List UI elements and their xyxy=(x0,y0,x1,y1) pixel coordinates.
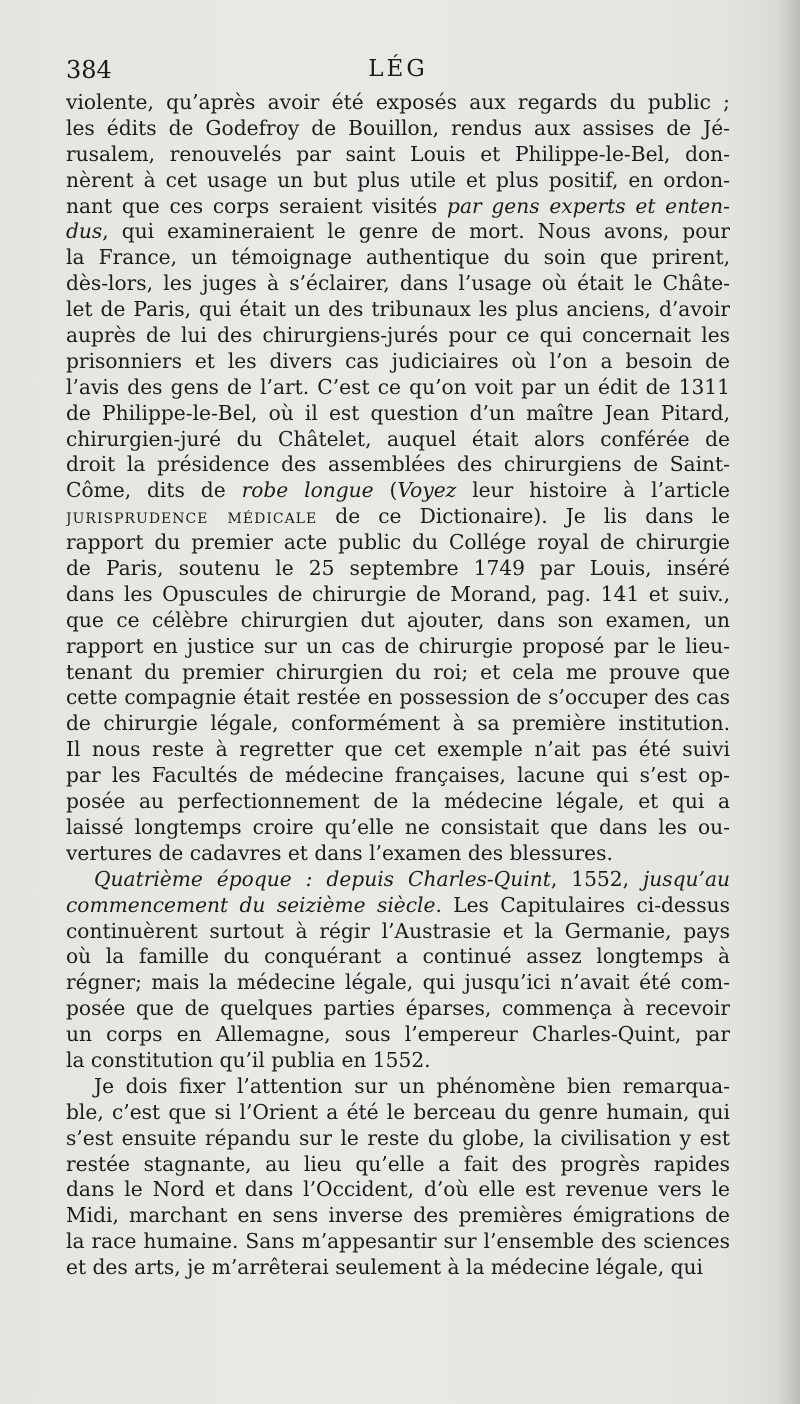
text-segment: dès-lors, les juges à s’éclairer, dans l’usage où était le Châte- xyxy=(66,271,730,296)
text-segment: Je dois fixer l’attention sur un phénomène bien remarqua- xyxy=(94,1073,730,1098)
text-segment: restée stagnante, au lieu qu’elle a fait des progrès rapides xyxy=(66,1151,730,1176)
text-segment: où la famille du conquérant a continué assez longtemps à xyxy=(66,944,730,969)
text-segment: chirurgien-juré du Châtelet, auquel était alors conférée de xyxy=(66,426,730,451)
text-line xyxy=(66,219,730,245)
text-segment: leur histoire à l’article xyxy=(456,478,730,503)
text-line xyxy=(66,142,730,168)
text-line xyxy=(66,815,730,841)
italic-text: robe longue xyxy=(241,478,374,503)
text-segment: nant que ces corps seraient visités xyxy=(66,193,448,218)
text-line xyxy=(66,271,730,297)
text-segment: ( xyxy=(373,478,398,503)
italic-text: par gens experts et enten- xyxy=(447,193,730,218)
text-line xyxy=(66,1126,730,1152)
text-segment: un corps en Allemagne, sous l’empereur Charles-Quint, par xyxy=(66,1022,730,1047)
text-line xyxy=(66,1255,730,1281)
text-segment: par les Facultés de médecine françaises, lacune qui s’est op- xyxy=(66,763,730,788)
page-number: 384 xyxy=(66,56,112,84)
text-segment: prisonniers et les divers cas judiciaires où l’on a besoin de xyxy=(66,348,730,373)
text-segment: Midi, marchant en sens inverse des premières émigrations de xyxy=(66,1203,730,1228)
text-line xyxy=(66,919,730,945)
text-line xyxy=(66,1022,730,1048)
italic-text: commencement du seizième siècle. xyxy=(66,892,442,917)
text-segment: Les Capitulaires ci-dessus xyxy=(441,892,730,917)
small-caps-text: jurisprudence médicale xyxy=(66,504,318,529)
text-segment: s’est ensuite répandu sur le reste du globe, la civilisation y est xyxy=(66,1125,730,1150)
text-line xyxy=(66,401,730,427)
text-segment: Côme, dits de xyxy=(66,478,242,503)
text-segment: tenant du premier chirurgien du roi; et cela me prouve que xyxy=(66,659,730,684)
text-segment: auprès de lui des chirurgiens-jurés pour ce qui concernait les xyxy=(66,323,730,348)
text-segment: posée que de quelques parties éparses, commença à recevoir xyxy=(66,996,730,1021)
text-line xyxy=(66,530,730,556)
text-segment: cette compagnie était restée en possession de s’occuper des cas xyxy=(66,685,730,710)
text-segment: et des arts, je m’arrêterai seulement à la médecine légale, qui xyxy=(66,1255,703,1280)
italic-text: Voyez xyxy=(397,478,457,503)
italic-text: Quatrième époque : depuis Charles-Quint xyxy=(94,866,551,891)
text-line xyxy=(66,427,730,453)
text-line xyxy=(66,1074,730,1100)
text-segment: que ce célèbre chirurgien dut ajouter, dans son examen, un xyxy=(66,607,730,632)
text-line xyxy=(66,582,730,608)
text-segment: posée au perfectionnement de la médecine légale, et qui a xyxy=(66,789,730,814)
text-line xyxy=(66,893,730,919)
text-line xyxy=(66,970,730,996)
text-segment: ble, c’est que si l’Orient a été le berceau du genre humain, qui xyxy=(66,1099,730,1124)
text-line xyxy=(66,245,730,271)
text-line xyxy=(66,90,730,116)
text-line xyxy=(66,789,730,815)
text-line xyxy=(66,1177,730,1203)
text-line xyxy=(66,608,730,634)
text-line xyxy=(66,116,730,142)
text-line xyxy=(66,996,730,1022)
italic-text: dus xyxy=(66,219,103,244)
text-line xyxy=(66,1100,730,1126)
text-line xyxy=(66,763,730,789)
text-segment: rapport en justice sur un cas de chirurgie proposé par le lieu- xyxy=(66,633,730,658)
text-line xyxy=(66,375,730,401)
text-line xyxy=(66,452,730,478)
text-segment: dans les Opuscules de chirurgie de Morand, pag. 141 et suiv., xyxy=(66,581,730,606)
text-segment: la constitution qu’il publia en 1552. xyxy=(66,1047,431,1072)
text-line xyxy=(66,194,730,220)
text-segment: continuèrent surtout à régir l’Austrasie et la Germanie, pays xyxy=(66,918,730,943)
text-segment: de Paris, soutenu le 25 septembre 1749 par Louis, inséré xyxy=(66,556,730,581)
text-line xyxy=(66,556,730,582)
text-segment: let de Paris, qui était un des tribunaux les plus anciens, d’avoir xyxy=(66,297,730,322)
text-line xyxy=(66,168,730,194)
body-text xyxy=(66,90,730,1281)
text-segment: vertures de cadavres et dans l’examen des blessures. xyxy=(66,840,613,865)
text-line xyxy=(66,660,730,686)
text-segment: , 1552, xyxy=(550,866,643,891)
text-line xyxy=(66,944,730,970)
text-line xyxy=(66,478,730,504)
text-segment: de Philippe-le-Bel, où il est question d’un maître Jean Pitard, xyxy=(66,400,730,425)
text-segment: régner; mais la médecine légale, qui jusqu’ici n’avait été com- xyxy=(66,970,730,995)
text-segment: dans le Nord et dans l’Occident, d’où elle est revenue vers le xyxy=(66,1177,730,1202)
text-segment: la France, un témoignage authentique du soin que prirent, xyxy=(66,245,730,270)
text-line xyxy=(66,504,730,530)
text-line xyxy=(66,685,730,711)
text-segment: rapport du premier acte public du Collége royal de chirurgie xyxy=(66,530,730,555)
running-head: LÉG xyxy=(368,56,428,82)
text-line xyxy=(66,737,730,763)
text-segment: les édits de Godefroy de Bouillon, rendus aux assises de Jé- xyxy=(66,115,730,140)
text-segment: Il nous reste à regretter que cet exemple n’ait pas été suivi xyxy=(66,737,730,762)
text-line xyxy=(66,297,730,323)
text-line xyxy=(66,349,730,375)
text-line xyxy=(66,1048,730,1074)
text-segment: , qui examineraient le genre de mort. Nous avons, pour xyxy=(102,219,730,244)
page-header xyxy=(66,56,730,90)
text-line xyxy=(66,1203,730,1229)
italic-text: jusqu’au xyxy=(643,866,730,891)
text-line xyxy=(66,711,730,737)
text-segment: droit la présidence des assemblées des chirurgiens de Saint- xyxy=(66,452,730,477)
text-segment: laissé longtemps croire qu’elle ne consistait que dans les ou- xyxy=(66,814,730,839)
text-line xyxy=(66,1152,730,1178)
text-line xyxy=(66,1229,730,1255)
text-segment: rusalem, renouvelés par saint Louis et Philippe-le-Bel, don- xyxy=(66,141,730,166)
text-segment: la race humaine. Sans m’appesantir sur l’ensemble des sciences xyxy=(66,1229,730,1254)
text-line xyxy=(66,634,730,660)
text-line xyxy=(66,323,730,349)
text-line xyxy=(66,867,730,893)
text-segment: l’avis des gens de l’art. C’est ce qu’on voit par un édit de 1311 xyxy=(66,374,730,399)
text-segment: nèrent à cet usage un but plus utile et plus positif, en ordon- xyxy=(66,167,730,192)
text-line xyxy=(66,841,730,867)
text-segment: de chirurgie légale, conformément à sa première institution. xyxy=(66,711,730,736)
text-segment: de ce Dictionaire). Je lis dans le xyxy=(317,504,730,529)
page-edge-shadow xyxy=(776,0,800,1404)
text-segment: violente, qu’après avoir été exposés aux regards du public ; xyxy=(66,90,730,114)
